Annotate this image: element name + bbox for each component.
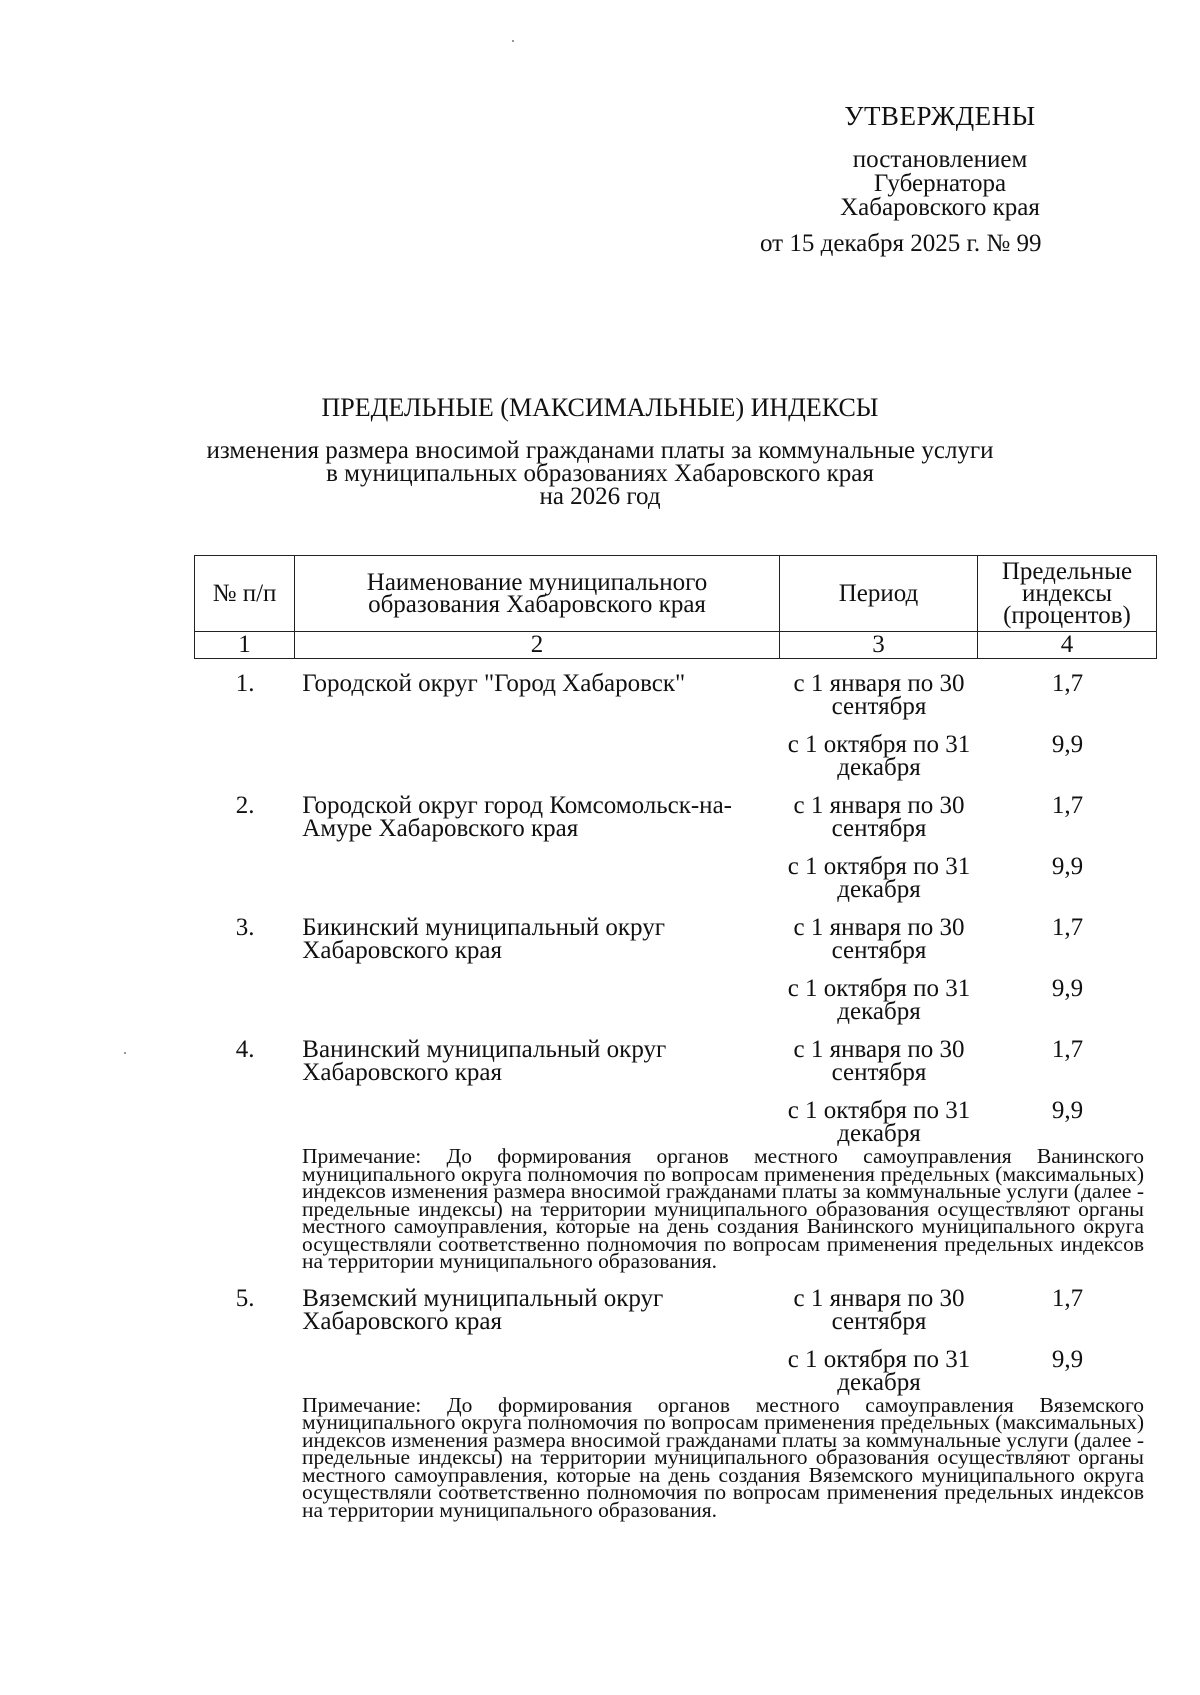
index-value: 9,9 — [1051, 853, 1084, 880]
row-number: 4. — [235, 1036, 255, 1063]
table-row — [194, 1038, 1156, 1271]
period-cell: с 1 января по 30 сентября — [793, 792, 965, 842]
index-value: 9,9 — [1051, 731, 1084, 758]
table-row — [194, 916, 1156, 1038]
table-row — [194, 1284, 1156, 1522]
period-cell: с 1 октября по 31 декабря — [787, 975, 971, 1025]
row-number: 2. — [235, 792, 255, 819]
table-body — [194, 672, 1156, 1535]
municipality-name: Бикинский муниципальный округ Хабаровского края — [302, 914, 665, 964]
index-value: 1,7 — [1051, 1284, 1084, 1312]
period-cell: с 1 октября по 31 декабря — [787, 731, 971, 781]
row-number: 3. — [235, 914, 255, 941]
header-cell-index: Предельные индексы (процентов) — [978, 556, 1157, 632]
title-sub-line: на 2026 год — [539, 483, 661, 510]
title-sub-line: изменения размера вносимой гражданами платы за коммунальные услуги — [206, 437, 994, 464]
document-title — [150, 393, 1050, 508]
row-note: Примечание: До формирования органов местного самоуправления Ванинского муниципального округа полномочия по вопросам применения предельных (максимальных) индексов изменения размера вносимой гражданами платы за коммунальные услуги (далее - предельные индексы) на территории муниципального образования осуществляют органы местного самоуправления, которые на день создания Ванинского муниципального округа осуществляли соответственно полномочия по вопросам применения предельных индексов на территории муниципального образования. — [302, 1144, 1144, 1273]
municipality-name: Вяземский муниципальный округ Хабаровского края — [302, 1284, 664, 1335]
index-value: 1,7 — [1051, 1036, 1084, 1063]
index-value: 9,9 — [1051, 1097, 1084, 1124]
period-cell: с 1 октября по 31 декабря — [787, 1097, 971, 1147]
row-number: 5. — [235, 1284, 255, 1312]
index-value: 9,9 — [1051, 975, 1084, 1002]
municipality-name: Городской округ город Комсомольск-на-Амуре Хабаровского края — [302, 792, 732, 842]
approval-line: Хабаровского края — [840, 194, 1040, 221]
index-value: 9,9 — [1051, 1345, 1084, 1373]
period-cell: с 1 октября по 31 декабря — [787, 1345, 971, 1396]
approval-line: Губернатора — [873, 170, 1007, 197]
municipality-name: Городской округ "Город Хабаровск" — [302, 670, 686, 697]
table-row — [194, 794, 1156, 916]
title-sub-line: в муниципальных образованиях Хабаровского края — [326, 460, 874, 487]
period-cell: с 1 октября по 31 декабря — [787, 853, 971, 903]
scan-speck — [512, 40, 514, 42]
period-cell: с 1 января по 30 сентября — [793, 1036, 965, 1086]
row-note: Примечание: До формирования органов местного самоуправления Вяземского муниципального округа полномочия по вопросам применения предельных (максимальных) индексов изменения размера вносимой гражданами платы за коммунальные услуги (далее - предельные индексы) на территории муниципального образования осуществляют органы местного самоуправления, которые на день создания Вяземского муниципального округа осуществляли соответственно полномочия по вопросам применения предельных индексов на территории муниципального образования. — [302, 1392, 1144, 1522]
approval-line: постановлением — [852, 146, 1028, 173]
approval-block — [760, 101, 1090, 257]
index-value: 1,7 — [1051, 670, 1084, 697]
table-row — [194, 672, 1156, 794]
period-cell: с 1 января по 30 сентября — [793, 1284, 965, 1335]
column-number-3: 3 — [780, 632, 978, 659]
period-cell: с 1 января по 30 сентября — [793, 914, 965, 964]
index-value: 1,7 — [1051, 792, 1084, 819]
period-cell: с 1 января по 30 сентября — [793, 670, 965, 720]
column-number-2: 2 — [295, 632, 780, 659]
title-main: ПРЕДЕЛЬНЫЕ (МАКСИМАЛЬНЫЕ) ИНДЕКСЫ — [321, 393, 879, 422]
column-number-4: 4 — [978, 632, 1157, 659]
municipality-name: Ванинский муниципальный округ Хабаровского края — [302, 1036, 667, 1086]
approval-date: от 15 декабря 2025 г. № 99 — [760, 230, 1042, 257]
approval-heading: УТВЕРЖДЕНЫ — [844, 101, 1036, 131]
row-number: 1. — [235, 670, 255, 697]
header-cell-period: Период — [780, 556, 978, 632]
header-cell-name: Наименование муниципального образования Хабаровского края — [295, 556, 780, 632]
index-value: 1,7 — [1051, 914, 1084, 941]
scan-speck — [124, 1052, 126, 1054]
header-cell-number: № п/п — [195, 556, 295, 632]
table-header — [194, 555, 1157, 659]
column-number-1: 1 — [195, 632, 295, 659]
